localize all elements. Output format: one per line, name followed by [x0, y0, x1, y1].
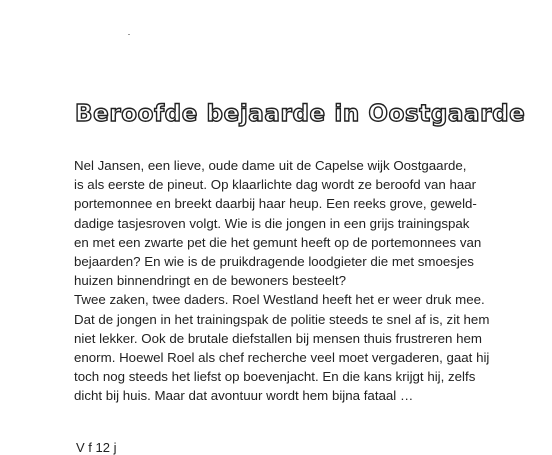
blurb-line: portemonnee en breekt daarbij haar heup. Een reeks grove, geweld- — [74, 196, 477, 212]
blurb-line: dicht bij huis. Maar dat avontuur wordt hem bijna fataal … — [74, 388, 414, 404]
scan-speck — [128, 34, 130, 35]
blurb-line: is als eerste de pineut. Op klaarlichte dag wordt ze beroofd van haar — [74, 177, 477, 193]
blurb-line: niet lekker. Ook de brutale diefstallen bij mensen thuis frustreren hem — [74, 330, 482, 346]
age-indicator-partial: V f 12 j — [76, 440, 117, 455]
blurb-line: Dat de jongen in het trainingspak de politie steeds te snel af is, zit hem — [74, 311, 490, 327]
blurb-line: Twee zaken, twee daders. Roel Westland heeft het er weer druk mee. — [74, 292, 485, 308]
book-title: Beroofde bejaarde in Oostgaarde — [75, 101, 526, 127]
blurb-line: enorm. Hoewel Roel als chef recherche veel moet vergaderen, gaat hij — [74, 350, 490, 366]
blurb-line: huizen binnendringt en de bewoners besteelt? — [74, 273, 347, 289]
blurb-text — [74, 156, 544, 406]
blurb-line: toch nog steeds het liefst op boevenjacht. En die kans krijgt hij, zelfs — [74, 369, 476, 385]
blurb-line: dadige tasjesroven volgt. Wie is die jongen in een grijs trainingspak — [74, 215, 470, 231]
blurb-line: bejaarden? En wie is de pruikdragende loodgieter die met smoesjes — [74, 254, 474, 270]
blurb-line: en met een zwarte pet die het gemunt heeft op de portemonnees van — [74, 234, 482, 250]
blurb-line: Nel Jansen, een lieve, oude dame uit de Capelse wijk Oostgaarde, — [74, 158, 467, 173]
